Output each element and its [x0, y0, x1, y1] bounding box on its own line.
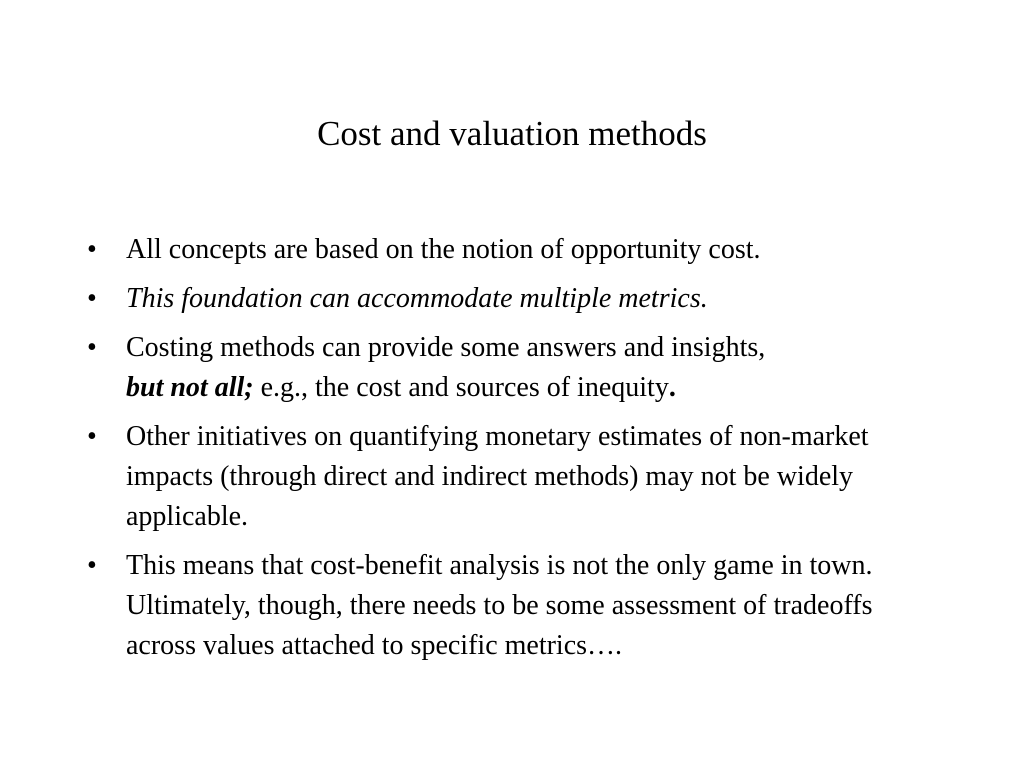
bullet-item-3 [87, 328, 947, 408]
bullet-end-mark: . [668, 372, 676, 403]
slide-title: Cost and valuation methods [317, 114, 707, 153]
bullet-icon: • [87, 283, 97, 314]
bullet-icon: • [87, 421, 97, 452]
bullet-text: Costing methods can provide some answers and insights, [126, 332, 766, 363]
bullet-text: All concepts are based on the notion of opportunity cost. [126, 234, 761, 265]
bullet-emphasis: but not all; [126, 372, 254, 403]
bullet-text-continued: e.g., the cost and sources of inequity [253, 372, 669, 403]
bullet-text: This foundation can accommodate multiple metrics. [126, 283, 708, 314]
bullet-item-5 [87, 546, 947, 666]
bullet-list [87, 230, 947, 675]
bullet-icon: • [87, 332, 97, 363]
bullet-item-2 [87, 279, 947, 319]
bullet-icon: • [87, 234, 97, 265]
bullet-item-1 [87, 230, 947, 270]
bullet-text: Other initiatives on quantifying monetary estimates of non-market impacts (through direct and indirect methods) may not be widely applicable. [126, 421, 869, 532]
bullet-item-4 [87, 417, 947, 537]
bullet-icon: • [87, 550, 97, 581]
bullet-text: This means that cost-benefit analysis is not the only game in town. Ultimately, though, there needs to be some assessment of tradeoffs across values attached to specific metrics…. [126, 550, 873, 661]
